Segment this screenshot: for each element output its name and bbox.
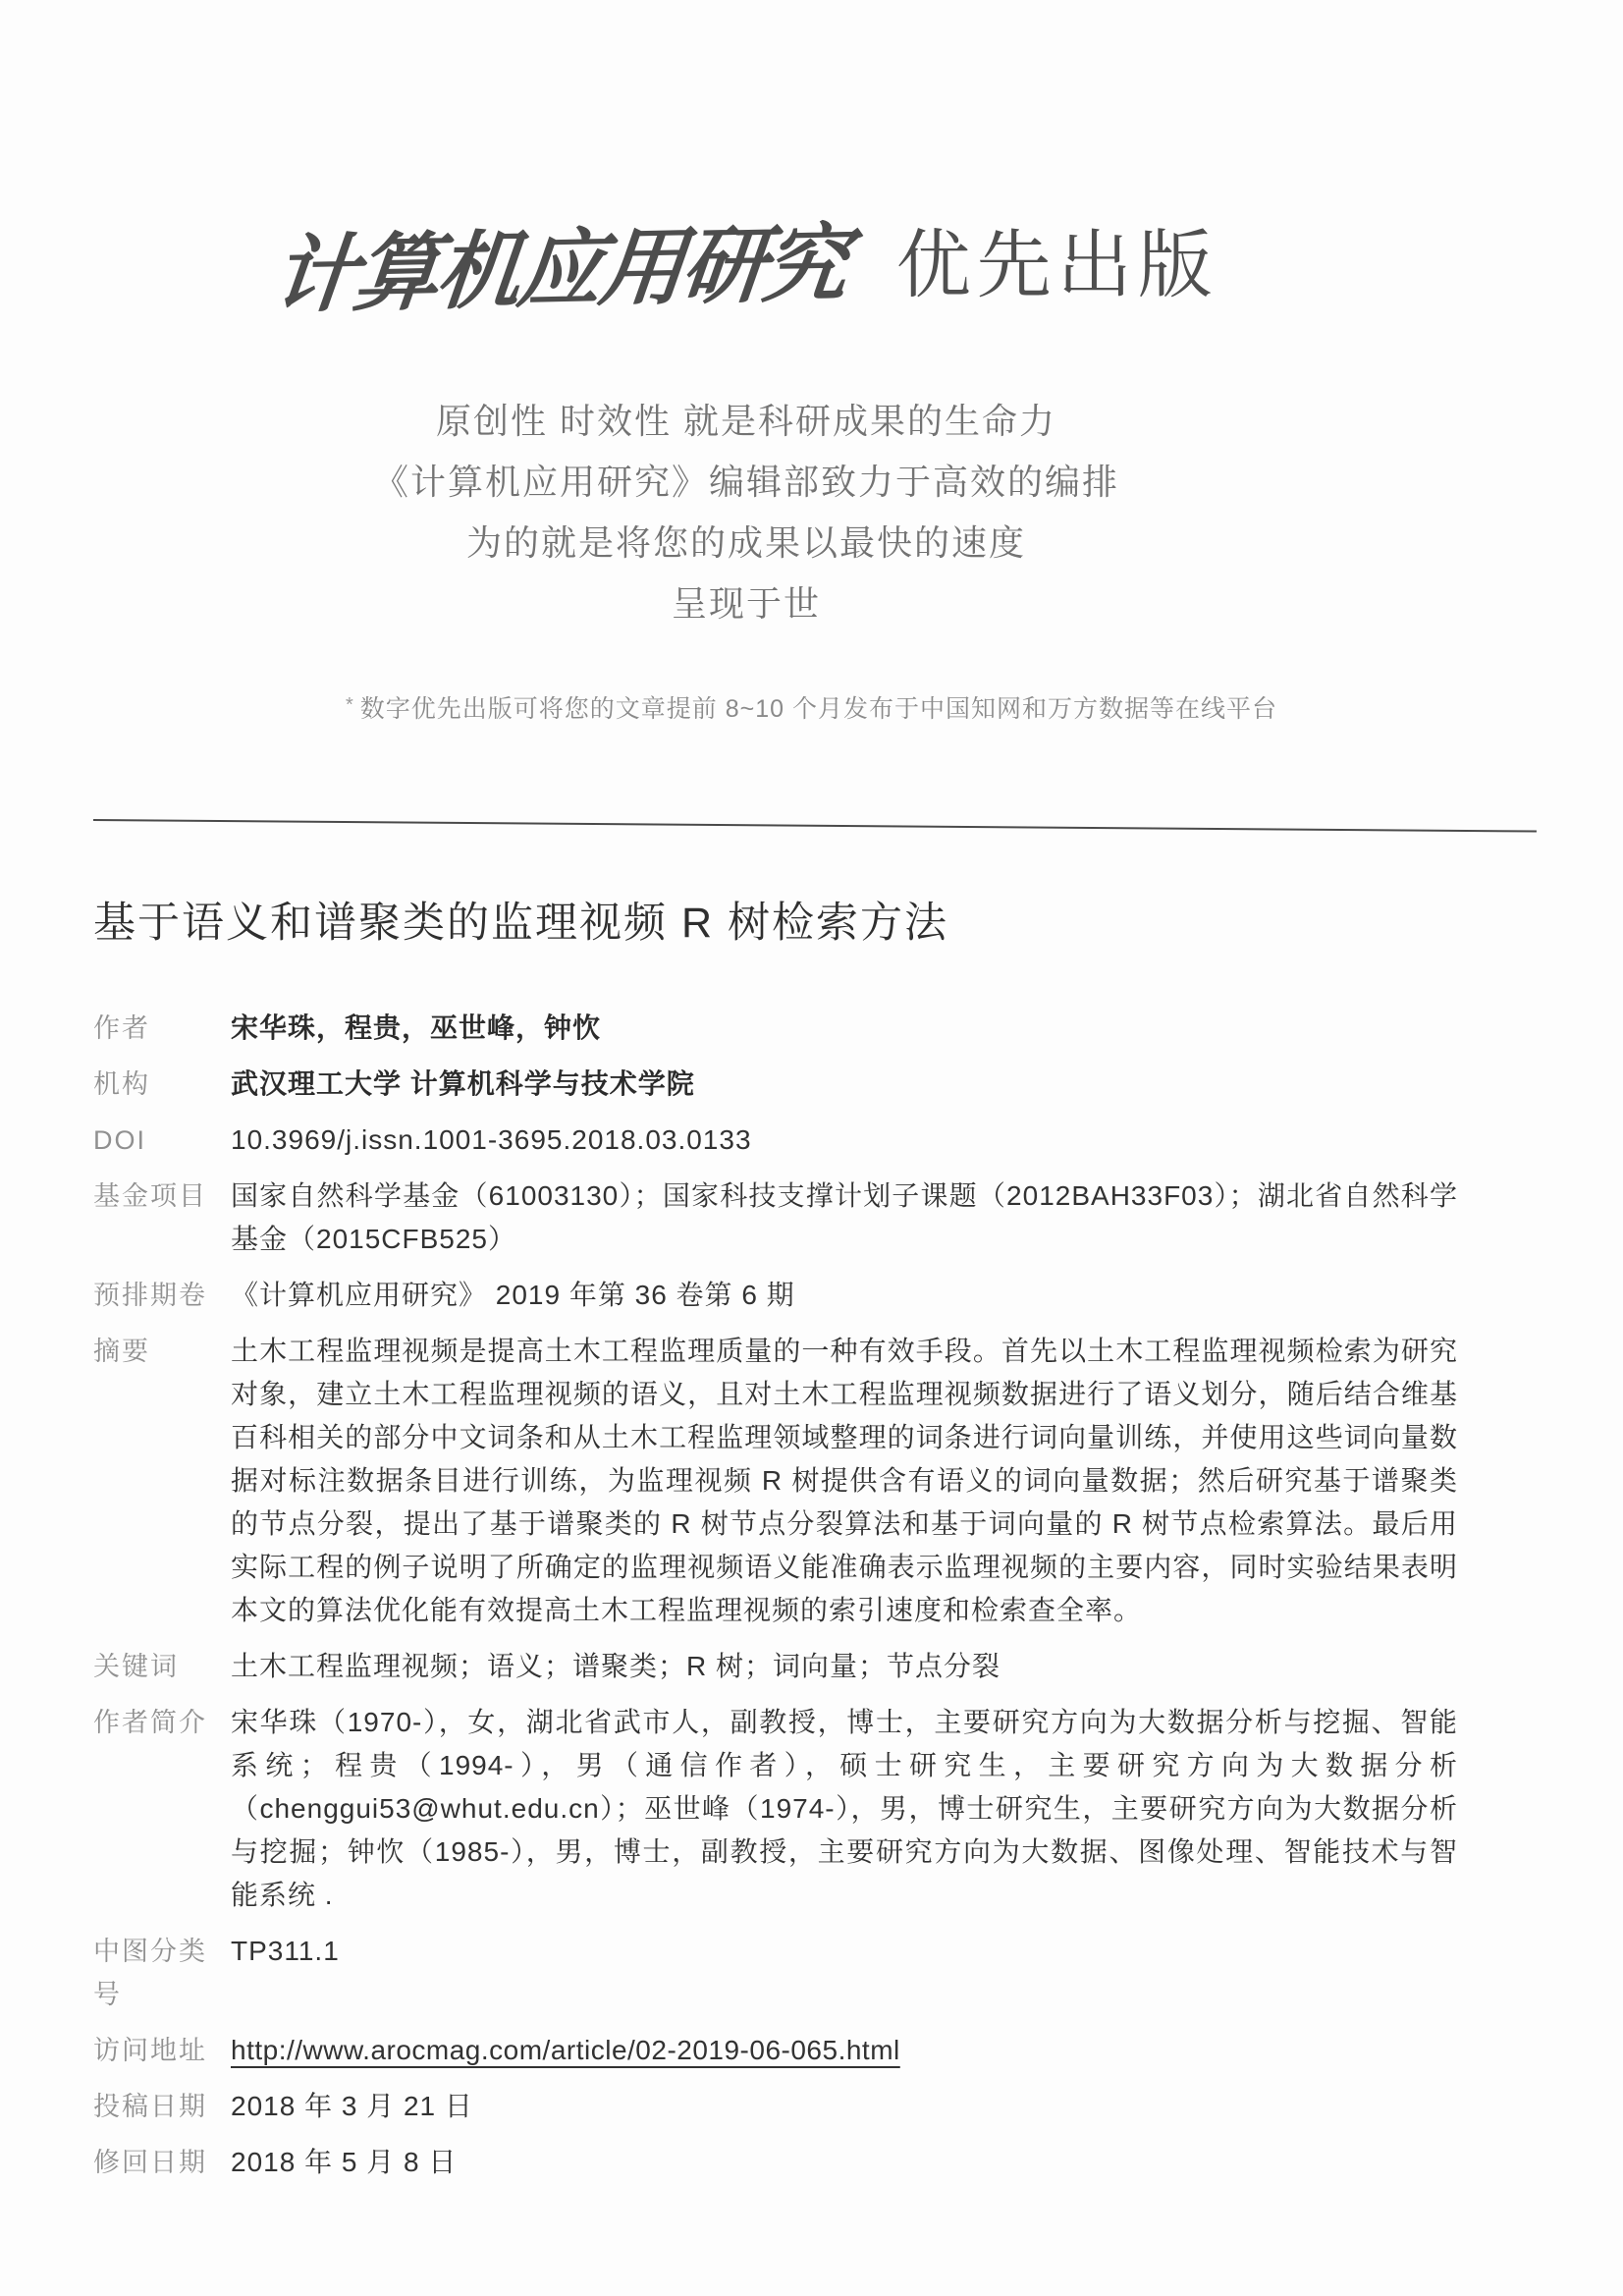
advance-publication-footnote <box>0 689 1623 725</box>
field-value-author-bio: 宋华珠（1970-），女，湖北省武市人，副教授，博士，主要研究方向为大数据分析与挖掘、智能系统；程贵（1994-），男（通信作者），硕士研究生，主要研究方向为大数据分析（chenggui53@whut.edu.cn）；巫世峰（1974-），男，博士研究生，主要研究方向为大数据分析与挖掘；钟忺（1985-），男，博士，副教授，主要研究方向为大数据、图像处理、智能技术与智能系统 . <box>231 1707 1458 1910</box>
field-value-abstract: 土木工程监理视频是提高土木工程监理质量的一种有效手段。首先以土木工程监理视频检索为研究对象，建立土木工程监理视频的语义，且对土木工程监理视频数据进行了语义划分，随后结合维基百科相关的部分中文词条和从土木工程监理领域整理的词条进行词向量训练，并使用这些词向量数据对标注数据条目进行训练，为监理视频 R 树提供含有语义的词向量数据；然后研究基于谱聚类的节点分裂，提出了基于谱聚类的 R 树节点分裂算法和基于词向量的 R 树节点检索算法。最后用实际工程的例子说明了所确定的监理视频语义能准确表示监理视频的主要内容，同时实验结果表明本文的算法优化能有效提高土木工程监理视频的索引速度和检索查全率。 <box>231 1336 1458 1625</box>
field-row-clc-number <box>93 1930 1458 2016</box>
journal-logo-row <box>93 211 1399 350</box>
field-label-affiliation: 机构 <box>93 1069 150 1099</box>
field-row-doi <box>93 1119 1458 1162</box>
advance-publication-label: 优先出版 <box>895 224 1218 307</box>
article-metadata-table <box>93 1007 1458 2184</box>
field-label-abstract: 摘要 <box>93 1337 150 1366</box>
field-label-scheduled-issue: 预排期卷 <box>93 1281 207 1310</box>
field-value-affiliation: 武汉理工大学 计算机科学与技术学院 <box>231 1068 695 1099</box>
divider-rule <box>93 819 1537 833</box>
field-row-abstract <box>93 1330 1458 1632</box>
field-row-author-bio <box>93 1701 1458 1917</box>
field-row-revision-date <box>93 2141 1458 2184</box>
field-label-funding: 基金项目 <box>93 1181 207 1211</box>
field-label-access-url: 访问地址 <box>93 2036 207 2065</box>
article-url-link[interactable]: http://www.arocmag.com/article/02-2019-06-065.html <box>231 2035 900 2065</box>
field-value-revision-date: 2018 年 5 月 8 日 <box>231 2147 458 2177</box>
field-value-submission-date: 2018 年 3 月 21 日 <box>231 2091 473 2121</box>
field-row-authors <box>93 1007 1458 1050</box>
journal-masthead <box>93 211 1399 634</box>
tagline-line-2: 《计算机应用研究》编辑部致力于高效的编排 <box>372 462 1119 502</box>
footnote-text: 数字优先出版可将您的文章提前 8~10 个月发布于中国知网和万方数据等在线平台 <box>359 695 1277 723</box>
tagline-line-1: 原创性 时效性 就是科研成果的生命力 <box>435 401 1056 441</box>
field-row-keywords <box>93 1645 1458 1688</box>
tagline-line-3: 为的就是将您的成果以最快的速度 <box>465 522 1026 563</box>
article-title: 基于语义和谱聚类的监理视频 R 树检索方法 <box>93 900 948 947</box>
field-row-affiliation <box>93 1063 1458 1106</box>
footnote-asterisk: * <box>345 694 354 716</box>
field-label-clc-number: 中图分类号 <box>93 1937 207 2009</box>
field-label-authors: 作者 <box>93 1013 150 1043</box>
field-value-clc-number: TP311.1 <box>231 1936 340 1966</box>
field-value-authors: 宋华珠，程贵，巫世峰，钟忺 <box>231 1012 602 1043</box>
field-label-author-bio: 作者简介 <box>93 1708 207 1737</box>
journal-taglines <box>93 391 1399 634</box>
field-label-revision-date: 修回日期 <box>93 2148 207 2177</box>
tagline-line-4: 呈现于世 <box>671 583 821 624</box>
field-value-scheduled-issue: 《计算机应用研究》 2019 年第 36 卷第 6 期 <box>231 1280 795 1310</box>
field-value-doi: 10.3969/j.issn.1001-3695.2018.03.0133 <box>231 1124 752 1155</box>
journal-logo-calligraphy: 计算机应用研究 <box>268 213 851 326</box>
field-label-keywords: 关键词 <box>93 1652 179 1681</box>
field-row-submission-date <box>93 2085 1458 2128</box>
field-value-keywords: 土木工程监理视频；语义；谱聚类；R 树；词向量；节点分裂 <box>231 1651 1001 1681</box>
field-row-scheduled-issue <box>93 1274 1458 1317</box>
field-label-submission-date: 投稿日期 <box>93 2092 207 2121</box>
field-row-access-url <box>93 2029 1458 2072</box>
field-value-funding: 国家自然科学基金（61003130）；国家科技支撑计划子课题（2012BAH33F03）；湖北省自然科学基金（2015CFB525） <box>231 1180 1458 1254</box>
field-label-doi: DOI <box>93 1125 147 1155</box>
field-row-funding <box>93 1175 1458 1261</box>
